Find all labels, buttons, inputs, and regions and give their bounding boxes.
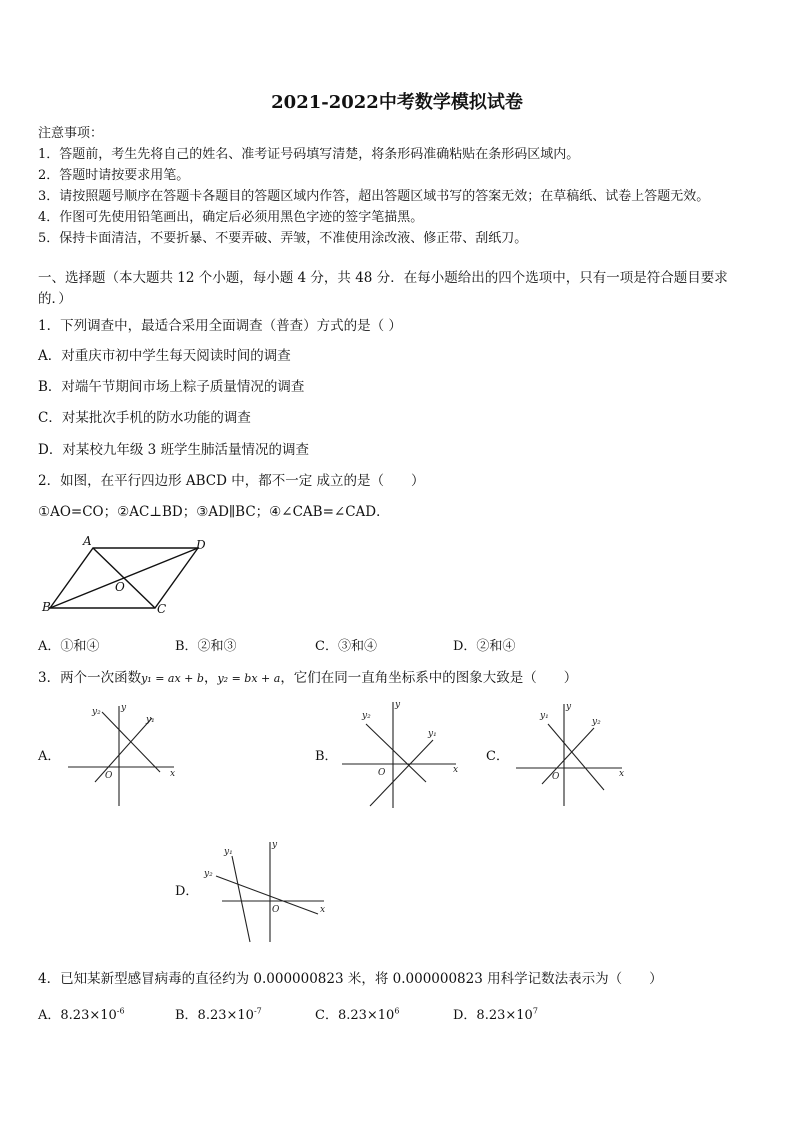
svg-text:y₁: y₁ <box>224 847 233 857</box>
svg-text:x: x <box>453 765 459 775</box>
svg-text:y₂: y₂ <box>204 869 213 879</box>
parallelogram-shape <box>50 548 198 608</box>
svg-text:y: y <box>566 702 572 712</box>
notice-item-3: 3．请按照题号顺序在答题卡各题目的答题区域内作答，超出答题区域书写的答案无效；在草稿纸、试卷上答题无效。 <box>38 189 710 204</box>
svg-text:y: y <box>272 840 278 850</box>
q2-option-b: B．②和③ <box>175 639 237 654</box>
svg-text:O: O <box>552 772 560 782</box>
svg-text:x: x <box>170 769 176 779</box>
q3-stem <box>38 666 577 686</box>
q2-option-a: A．①和④ <box>38 639 100 654</box>
label-c: C <box>157 602 167 616</box>
q1-option-b: B．对端午节期间市场上粽子质量情况的调查 <box>38 379 305 395</box>
graph-option-a <box>62 700 182 810</box>
section-heading-line1: 一、选择题（本大题共 12 个小题，每小题 4 分，共 48 分．在每小题给出的四个选项中，只有一项是符合题目要求 <box>38 270 728 286</box>
q2-stem: 2．如图，在平行四边形 ABCD 中，都不一定 成立的是（ ） <box>38 473 425 489</box>
graph-option-b <box>338 698 463 813</box>
notice-item-5: 5．保持卡面清洁，不要折暴、不要弄破、弄皱，不准使用涂改液、修正带、刮纸刀。 <box>38 231 528 246</box>
q3-option-a-label: A． <box>38 749 61 764</box>
q4-option-a: A．$8.23\times 10^{-6}$ <box>38 1006 125 1023</box>
q1-option-a: A．对重庆市初中学生每天阅读时间的调查 <box>38 348 291 364</box>
svg-text:y₂: y₂ <box>92 707 101 717</box>
svg-text:y₁: y₁ <box>540 711 549 721</box>
q1-option-d: D．对某校九年级 3 班学生肺活量情况的调查 <box>38 442 309 458</box>
label-a: A <box>83 534 92 548</box>
q1-stem: 1．下列调查中，最适合采用全面调查（普查）方式的是（ ） <box>38 318 402 334</box>
q3-y1-formula: y₁ = ax + b <box>141 672 204 685</box>
q3-option-d-label: D． <box>175 884 199 899</box>
q4-option-d: D．$8.23\times 10^7$ <box>453 1006 538 1023</box>
graph-option-c <box>512 700 630 810</box>
svg-text:y: y <box>395 700 401 710</box>
notice-item-2: 2．答题时请按要求用笔。 <box>38 168 190 183</box>
q2-option-c: C．③和④ <box>315 639 377 654</box>
section-heading-line2: 的．） <box>38 291 72 307</box>
q3-option-b-label: B． <box>315 749 338 764</box>
notice-heading: 注意事项： <box>38 126 104 141</box>
q4-option-c: C．$8.23\times 10^6$ <box>315 1006 400 1023</box>
notice-item-1: 1．答题前，考生先将自己的姓名、准考证号码填写清楚，将条形码准确粘贴在条形码区域内。 <box>38 147 580 162</box>
graph-d-line-y2 <box>216 876 318 914</box>
svg-text:y₂: y₂ <box>592 717 601 727</box>
q3-stem-pre: 3．两个一次函数 <box>38 670 142 686</box>
page-title: 2021-2022中考数学模拟试卷 <box>271 92 523 113</box>
q4-option-b: B．$8.23\times 10^{-7}$ <box>175 1006 262 1023</box>
q3-y2-formula: y₂ = bx + a <box>217 672 281 685</box>
notice-item-4: 4．作图可先使用铅笔画出，确定后必须用黑色字迹的签字笔描黑。 <box>38 210 424 225</box>
svg-text:x: x <box>619 769 625 779</box>
svg-text:O: O <box>272 905 280 915</box>
graph-c-line-y2 <box>542 728 594 784</box>
q1-option-c: C．对某批次手机的防水功能的调查 <box>38 410 251 426</box>
graph-option-d <box>198 838 328 948</box>
svg-text:y₁: y₁ <box>146 715 155 725</box>
q2-conditions: ①AO=CO；②AC⊥BD；③AD∥BC；④∠CAB=∠CAD． <box>38 504 390 520</box>
label-b: B <box>42 600 51 614</box>
svg-text:x: x <box>320 905 326 915</box>
svg-text:O: O <box>105 771 113 781</box>
svg-text:y₁: y₁ <box>428 729 437 739</box>
q4-stem: 4．已知某新型感冒病毒的直径约为 0.000000823 米，将 0.000000823 用科学记数法表示为（ ） <box>38 971 663 987</box>
q2-option-d: D．②和④ <box>453 639 516 654</box>
parallelogram-figure <box>38 530 218 622</box>
graph-a-line-y1 <box>95 718 152 782</box>
label-o: O <box>115 580 125 594</box>
svg-text:y: y <box>121 703 127 713</box>
graph-d-line-y1 <box>232 856 250 942</box>
q3-stem-post: ，它们在同一直角坐标系中的图象大致是（ ） <box>280 670 578 686</box>
svg-text:O: O <box>378 768 386 778</box>
q3-option-c-label: C． <box>486 749 509 764</box>
label-d: D <box>196 538 206 552</box>
q3-separator: ， <box>203 670 218 686</box>
graph-b-line-y2 <box>366 724 426 782</box>
svg-text:y₂: y₂ <box>362 711 371 721</box>
